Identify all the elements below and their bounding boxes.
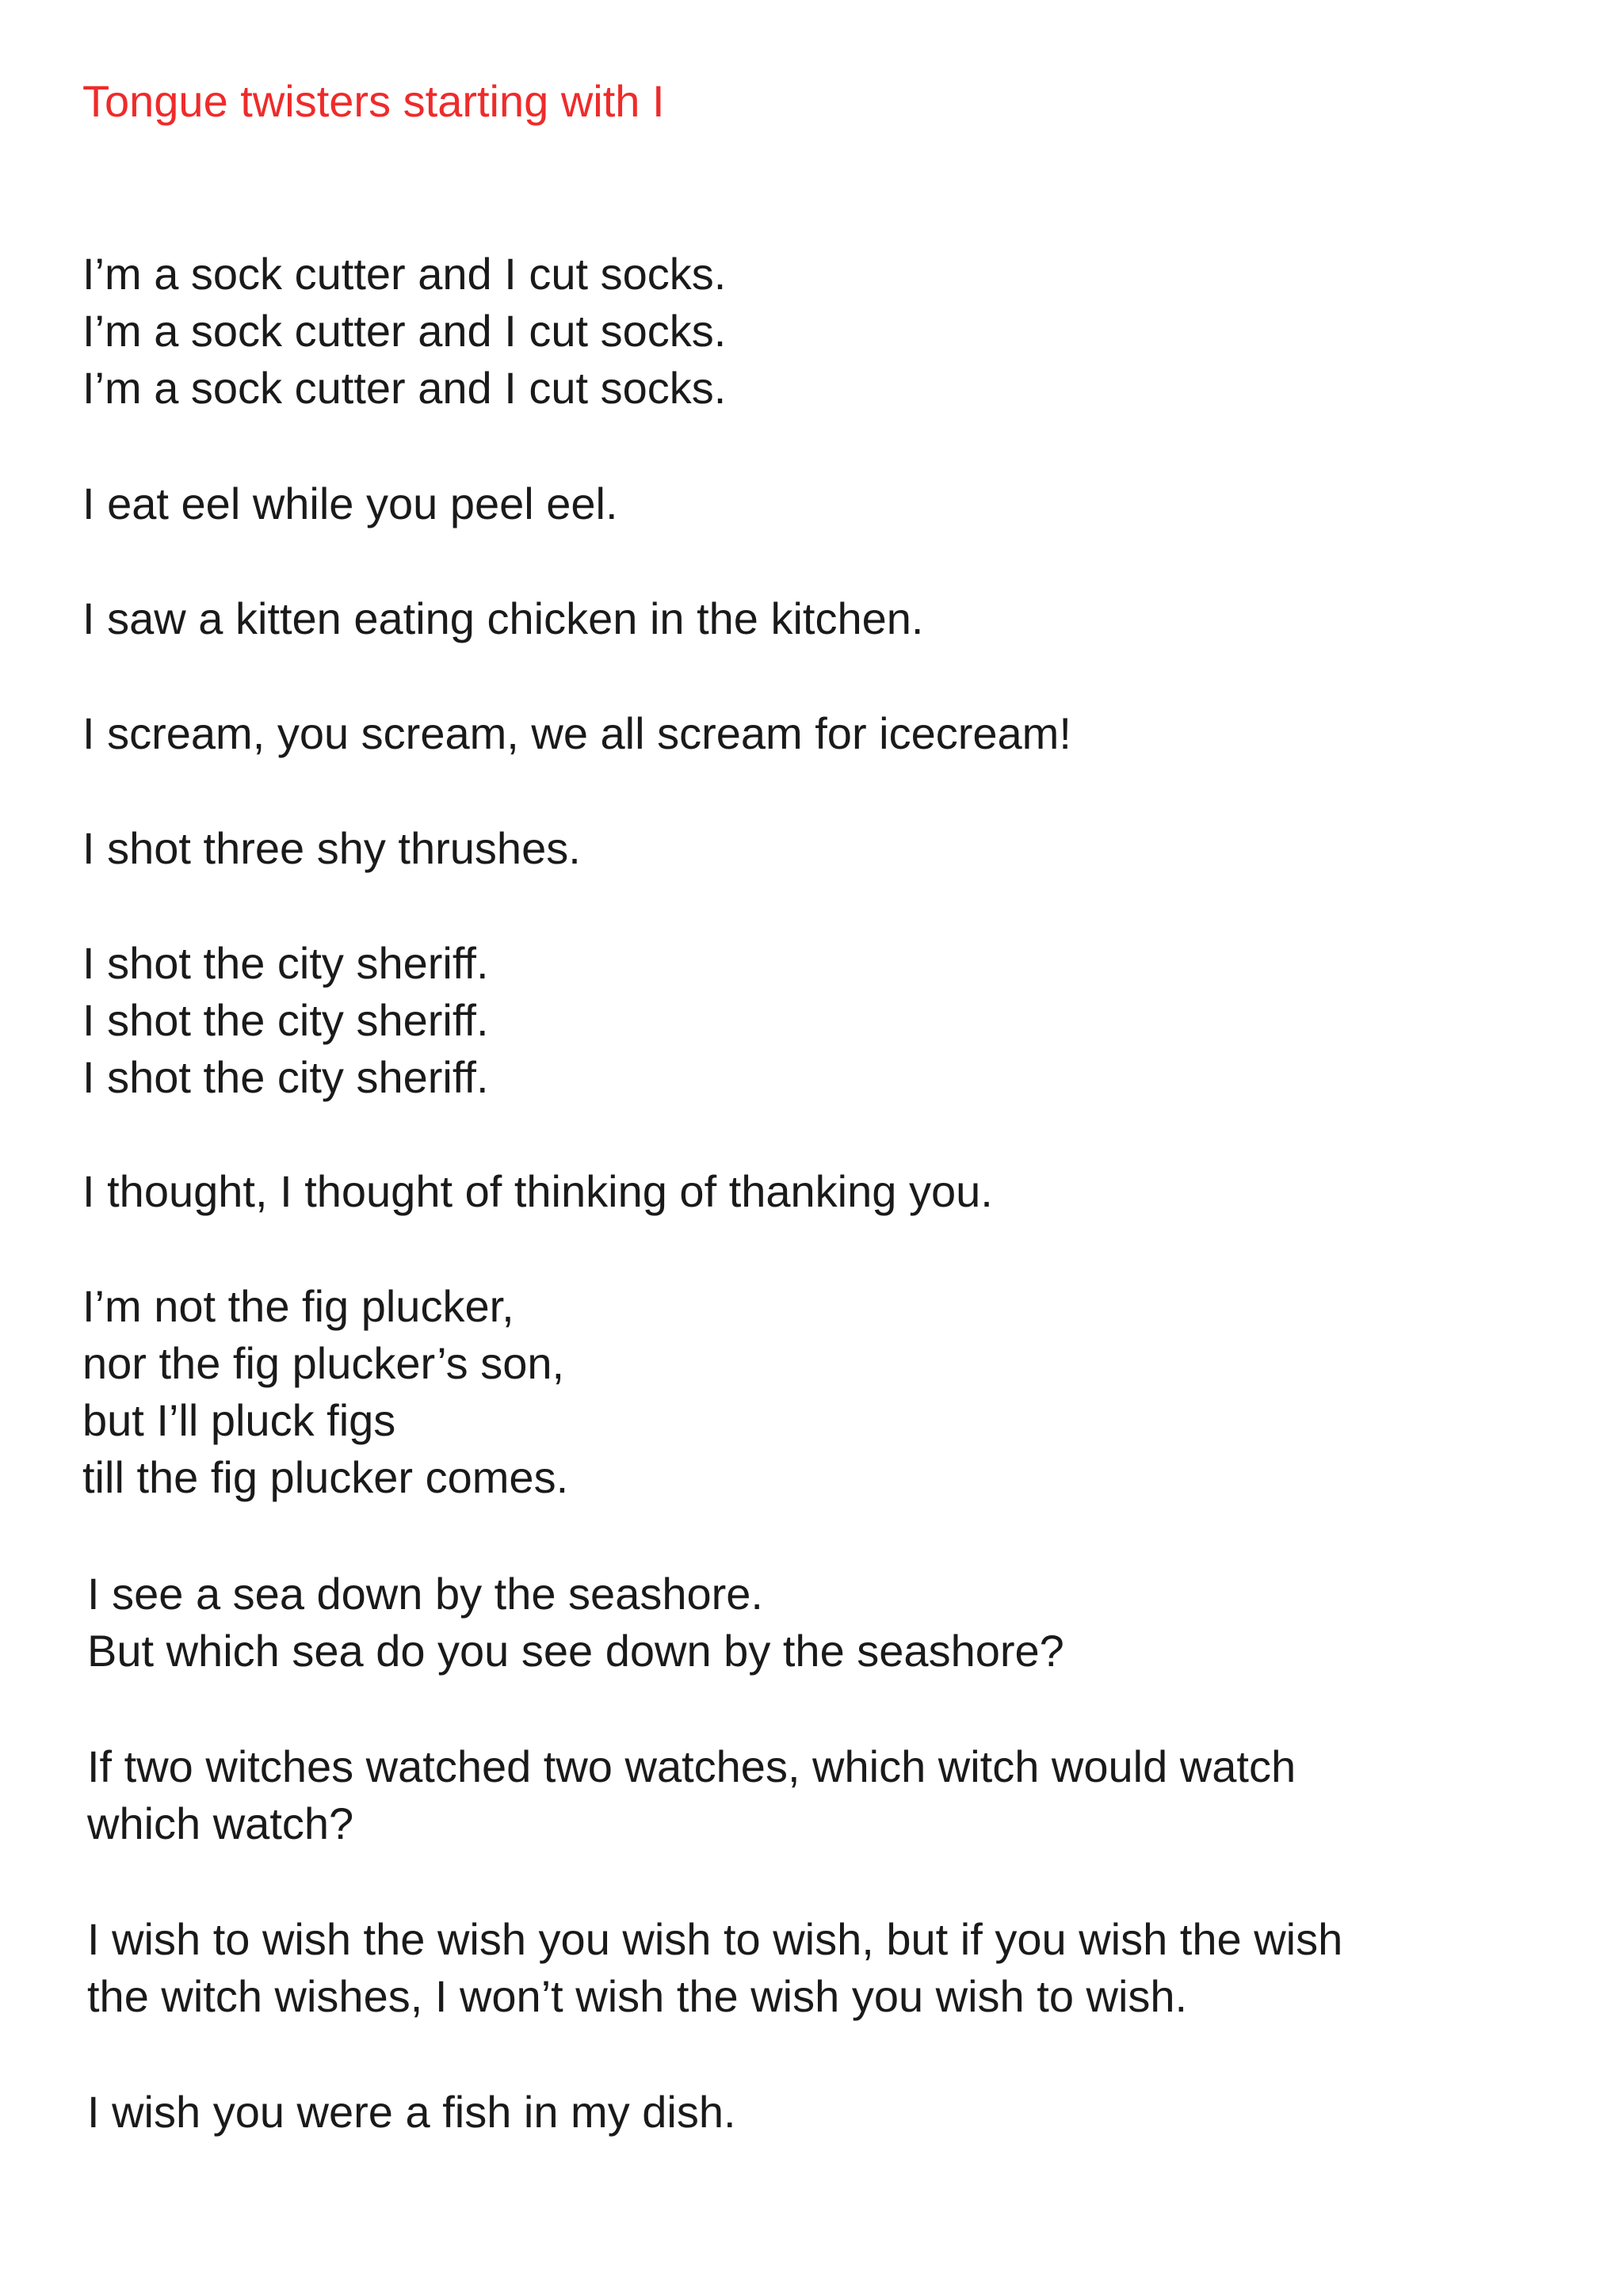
stanza-line: I thought, I thought of thinking of thanking you. [82,1166,993,1216]
stanza-line: I wish you were a fish in my dish. [87,2087,736,2137]
stanza-seashore [87,1566,1064,1680]
stanza-eat-eel [82,475,618,532]
stanza-line: I saw a kitten eating chicken in the kitchen. [82,593,924,643]
stanza-line: till the fig plucker comes. [82,1452,569,1502]
stanza-sheriff [82,935,489,1106]
stanza-icecream [82,705,1071,762]
stanza-line: If two witches watched two watches, which witch would watch [87,1741,1296,1791]
stanza-line: I’m a sock cutter and I cut socks. [82,306,727,356]
stanza-line: the witch wishes, I won’t wish the wish you wish to wish. [87,1971,1188,2021]
stanza-line: I’m not the fig plucker, [82,1281,514,1331]
stanza-line: But which sea do you see down by the seashore? [87,1626,1064,1676]
stanza-fish-dish [87,2084,736,2141]
stanza-line: I shot the city sheriff. [82,1052,489,1102]
stanza-kitten [82,590,923,647]
stanza-thinking [82,1163,993,1220]
page-title: Tongue twisters starting with I [82,76,665,126]
stanza-wish [87,1911,1342,2025]
stanza-witches-watches [87,1738,1296,1852]
stanza-line: I shot the city sheriff. [82,938,489,988]
stanza-line: I shot the city sheriff. [82,995,489,1045]
stanza-line: I scream, you scream, we all scream for icecream! [82,708,1071,758]
stanza-line: which watch? [87,1798,354,1848]
stanza-line: I shot three shy thrushes. [82,823,581,873]
stanza-sock-cutter [82,246,726,417]
stanza-line: I eat eel while you peel eel. [82,479,618,528]
stanza-line: nor the fig plucker’s son, [82,1338,565,1388]
stanza-thrushes [82,820,581,877]
stanza-line: I wish to wish the wish you wish to wish, but if you wish the wish [87,1914,1343,1964]
stanza-fig-plucker [82,1278,568,1506]
stanza-line: I see a sea down by the seashore. [87,1569,763,1619]
stanza-line: I’m a sock cutter and I cut socks. [82,249,727,299]
stanza-line: but I’ll pluck figs [82,1395,396,1445]
stanza-line: I’m a sock cutter and I cut socks. [82,363,727,413]
